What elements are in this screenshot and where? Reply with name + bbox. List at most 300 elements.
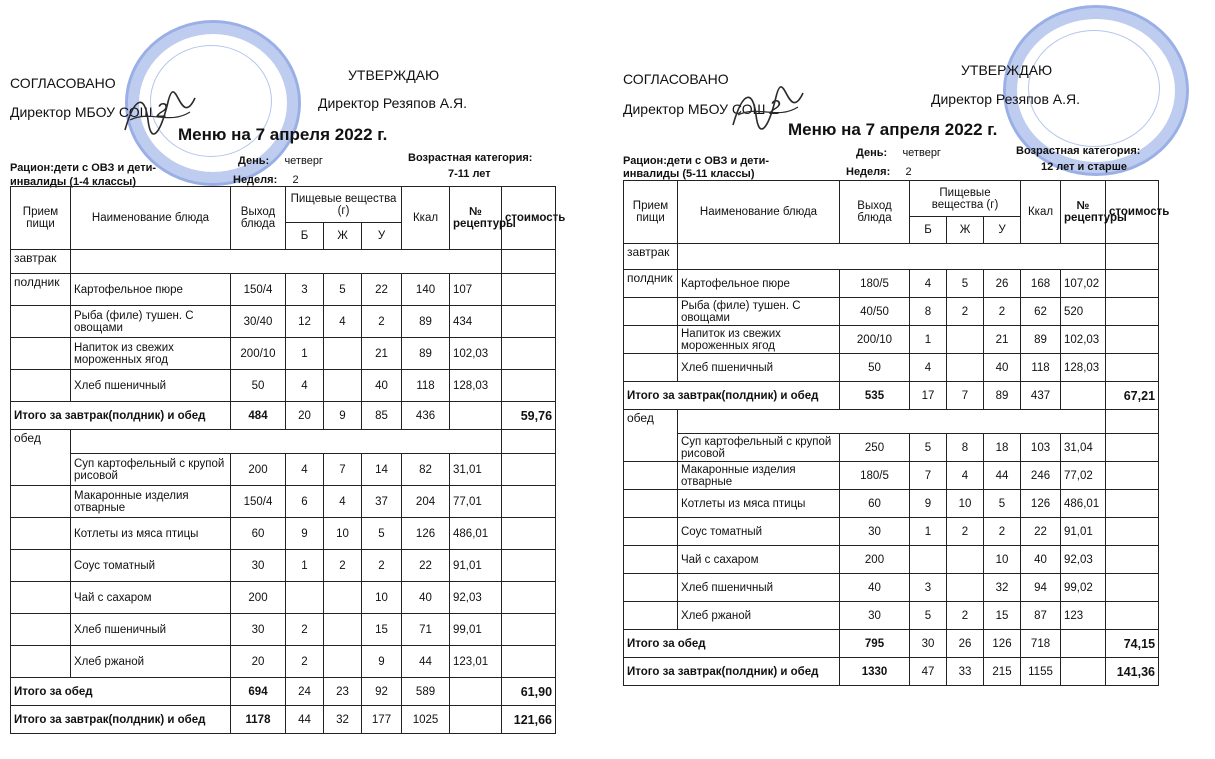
dish-cost: [502, 338, 556, 370]
header-nutrients: Пищевые вещества (г): [286, 187, 402, 223]
dish-name: Хлеб пшеничный: [71, 614, 231, 646]
dish-carbs: 2: [984, 298, 1021, 326]
dish-carbs: 9: [362, 646, 402, 678]
dish-protein: 4: [910, 270, 947, 298]
total-carbs: 89: [984, 382, 1021, 410]
dish-carbs: 26: [984, 270, 1021, 298]
dish-protein: 3: [286, 274, 324, 306]
dish-recipe: 31,01: [450, 454, 502, 486]
header-output: Выход блюда: [840, 181, 910, 244]
dish-name: Суп картофельный с крупой рисовой: [71, 454, 231, 486]
table-row: [624, 326, 1159, 354]
dish-recipe: 128,03: [450, 370, 502, 402]
dish-carbs: 5: [362, 518, 402, 550]
blank-cell: [502, 430, 556, 454]
dish-output: 200: [231, 582, 286, 614]
total-output: 795: [840, 630, 910, 658]
meal-label-breakfast: завтрак: [624, 244, 678, 270]
table-row: [624, 574, 1159, 602]
dish-fat: [947, 326, 984, 354]
dish-kcal: 140: [402, 274, 450, 306]
dish-carbs: 22: [362, 274, 402, 306]
dish-carbs: 14: [362, 454, 402, 486]
header-b: Б: [910, 217, 947, 244]
dish-cost: [1106, 546, 1159, 574]
dish-output: 250: [840, 434, 910, 462]
table-row: [11, 454, 556, 486]
dish-output: 200: [840, 546, 910, 574]
blank-cell: [624, 602, 678, 630]
dish-cost: [1106, 298, 1159, 326]
dish-fat: 4: [947, 462, 984, 490]
blank-cell: [624, 546, 678, 574]
table-row: [624, 298, 1159, 326]
ration-line1: Рацион:дети с ОВЗ и дети-: [10, 162, 157, 174]
dish-cost: [502, 614, 556, 646]
table-row: [624, 354, 1159, 382]
dish-cost: [1106, 574, 1159, 602]
total-recipe: [450, 402, 502, 430]
dish-carbs: 15: [362, 614, 402, 646]
total-row-lunch: [11, 678, 556, 706]
blank-cell: [624, 354, 678, 382]
dish-protein: 5: [910, 602, 947, 630]
total-label: Итого за обед: [624, 630, 840, 658]
total-output: 535: [840, 382, 910, 410]
total-cost: 141,36: [1106, 658, 1159, 686]
dish-name: Соус томатный: [678, 518, 840, 546]
header-nutrients: Пищевые вещества (г): [910, 181, 1021, 217]
dish-recipe: 99,01: [450, 614, 502, 646]
dish-fat: 7: [324, 454, 362, 486]
dish-carbs: 18: [984, 434, 1021, 462]
dish-output: 180/5: [840, 270, 910, 298]
header-b: Б: [286, 223, 324, 250]
dish-fat: [947, 354, 984, 382]
blank-cell: [678, 410, 1106, 434]
dish-output: 50: [840, 354, 910, 382]
blank-cell: [11, 370, 71, 402]
dish-output: 50: [231, 370, 286, 402]
total-label: Итого за обед: [11, 678, 231, 706]
blank-cell: [624, 298, 678, 326]
table-row: [624, 490, 1159, 518]
dish-fat: 10: [324, 518, 362, 550]
day-field: День: четверг: [238, 155, 323, 167]
dish-protein: 4: [286, 370, 324, 402]
dish-kcal: 126: [402, 518, 450, 550]
meal-label-lunch: обед: [11, 430, 71, 486]
total-recipe: [1061, 382, 1106, 410]
dish-carbs: 40: [362, 370, 402, 402]
table-row: [11, 614, 556, 646]
blank-cell: [1106, 244, 1159, 270]
total-fat: 26: [947, 630, 984, 658]
page-title: Меню на 7 апреля 2022 г.: [788, 120, 998, 139]
dish-cost: [1106, 434, 1159, 462]
table-row: [11, 646, 556, 678]
dish-protein: 4: [286, 454, 324, 486]
total-label: Итого за завтрак(полдник) и обед: [624, 658, 840, 686]
dish-cost: [1106, 518, 1159, 546]
dish-kcal: 94: [1021, 574, 1061, 602]
dish-recipe: 107,02: [1061, 270, 1106, 298]
dish-output: 200/10: [231, 338, 286, 370]
dish-carbs: 5: [984, 490, 1021, 518]
blank-cell: [11, 582, 71, 614]
total-protein: 30: [910, 630, 947, 658]
total-carbs: 177: [362, 706, 402, 734]
table-row: [11, 582, 556, 614]
age-value: 7-11 лет: [448, 168, 491, 180]
dish-kcal: 22: [1021, 518, 1061, 546]
ration-line2: инвалиды (5-11 классы): [623, 168, 755, 180]
total-protein: 47: [910, 658, 947, 686]
dish-fat: 8: [947, 434, 984, 462]
dish-recipe: 123: [1061, 602, 1106, 630]
dish-fat: 5: [947, 270, 984, 298]
dish-cost: [502, 582, 556, 614]
meal-label-breakfast: завтрак: [11, 250, 71, 274]
blank-cell: [11, 306, 71, 338]
blank-cell: [11, 338, 71, 370]
header-priem: Прием пищи: [11, 187, 71, 250]
table-row: [624, 434, 1159, 462]
dish-name: Хлеб пшеничный: [678, 574, 840, 602]
total-cost: 61,90: [502, 678, 556, 706]
total-carbs: 215: [984, 658, 1021, 686]
header-zh: Ж: [324, 223, 362, 250]
blank-cell: [11, 518, 71, 550]
dish-output: 150/4: [231, 486, 286, 518]
dish-fat: [324, 370, 362, 402]
dish-name: Напиток из свежих мороженных ягод: [678, 326, 840, 354]
ration-line1: Рацион:дети с ОВЗ и дети-: [623, 155, 770, 167]
dish-output: 30: [840, 602, 910, 630]
dish-cost: [502, 518, 556, 550]
age-label: Возрастная категория:: [1016, 145, 1141, 157]
header-recipe: № рецептуры: [450, 187, 502, 250]
meal-sub-label: полдник: [11, 274, 71, 306]
dish-protein: 1: [286, 338, 324, 370]
total-cost: 74,15: [1106, 630, 1159, 658]
soglasovano-label: СОГЛАСОВАНО: [623, 71, 729, 87]
dish-output: 60: [231, 518, 286, 550]
total-output: 1178: [231, 706, 286, 734]
blank-cell: [624, 326, 678, 354]
dish-cost: [502, 306, 556, 338]
dish-output: 30: [231, 614, 286, 646]
dish-carbs: 21: [984, 326, 1021, 354]
dish-protein: 1: [910, 326, 947, 354]
total-fat: 23: [324, 678, 362, 706]
dish-kcal: 204: [402, 486, 450, 518]
table-row: [11, 486, 556, 518]
dish-output: 40/50: [840, 298, 910, 326]
blank-cell: [11, 646, 71, 678]
blank-cell: [11, 486, 71, 518]
dish-name: Чай с сахаром: [71, 582, 231, 614]
total-label: Итого за завтрак(полдник) и обед: [624, 382, 840, 410]
table-row: [624, 462, 1159, 490]
dish-fat: 2: [947, 602, 984, 630]
total-kcal: 589: [402, 678, 450, 706]
header-kcal: Ккал: [1021, 181, 1061, 244]
dish-carbs: 37: [362, 486, 402, 518]
total-label: Итого за завтрак(полдник) и обед: [11, 402, 231, 430]
dish-name: Хлеб пшеничный: [71, 370, 231, 402]
dish-protein: 4: [910, 354, 947, 382]
total-output: 484: [231, 402, 286, 430]
dish-kcal: 89: [1021, 326, 1061, 354]
dish-fat: [324, 582, 362, 614]
dish-cost: [1106, 326, 1159, 354]
dish-recipe: 77,01: [450, 486, 502, 518]
dish-output: 200: [231, 454, 286, 486]
dish-recipe: 102,03: [450, 338, 502, 370]
dish-recipe: 91,01: [450, 550, 502, 582]
dish-recipe: 486,01: [1061, 490, 1106, 518]
menu-table: [623, 180, 1170, 686]
dish-cost: [1106, 354, 1159, 382]
dish-cost: [502, 646, 556, 678]
dish-protein: [910, 546, 947, 574]
dish-cost: [1106, 490, 1159, 518]
dish-kcal: 246: [1021, 462, 1061, 490]
dish-protein: 5: [910, 434, 947, 462]
dish-cost: [502, 370, 556, 402]
dish-protein: 8: [910, 298, 947, 326]
dish-cost: [502, 550, 556, 582]
utverzhdayu-label: УТВЕРЖДАЮ: [348, 67, 440, 83]
menu-table: [10, 186, 566, 734]
header-output: Выход блюда: [231, 187, 286, 250]
meal-label-lunch: обед: [624, 410, 678, 462]
header-kcal: Ккал: [402, 187, 450, 250]
total-row-day: [11, 706, 556, 734]
dish-output: 30: [840, 518, 910, 546]
dish-recipe: 77,02: [1061, 462, 1106, 490]
dish-name: Чай с сахаром: [678, 546, 840, 574]
total-recipe: [1061, 630, 1106, 658]
dish-cost: [1106, 270, 1159, 298]
dish-name: Картофельное пюре: [678, 270, 840, 298]
dish-name: Рыба (филе) тушен. С овощами: [71, 306, 231, 338]
dish-protein: 3: [910, 574, 947, 602]
dish-carbs: 2: [362, 550, 402, 582]
dish-name: Суп картофельный с крупой рисовой: [678, 434, 840, 462]
dish-kcal: 89: [402, 338, 450, 370]
dish-name: Хлеб ржаной: [71, 646, 231, 678]
dish-output: 180/5: [840, 462, 910, 490]
dish-recipe: 434: [450, 306, 502, 338]
header-cost: стоимость: [502, 187, 556, 250]
page-title: Меню на 7 апреля 2022 г.: [178, 125, 388, 144]
dish-fat: [324, 614, 362, 646]
total-output: 694: [231, 678, 286, 706]
blank-cell: [678, 244, 1106, 270]
total-fat: 7: [947, 382, 984, 410]
dish-fat: 4: [324, 306, 362, 338]
dish-cost: [502, 486, 556, 518]
header-recipe: № рецептуры: [1061, 181, 1106, 244]
dish-output: 30: [231, 550, 286, 582]
total-cost: 121,66: [502, 706, 556, 734]
total-cost: 67,21: [1106, 382, 1159, 410]
table-row: [624, 518, 1159, 546]
dish-recipe: 102,03: [1061, 326, 1106, 354]
dish-recipe: 92,03: [1061, 546, 1106, 574]
dish-fat: 2: [947, 298, 984, 326]
dish-output: 40: [840, 574, 910, 602]
utverzhdayu-label: УТВЕРЖДАЮ: [961, 62, 1053, 78]
director-left: Директор МБОУ СОШ 2: [10, 100, 168, 122]
dish-name: Рыба (филе) тушен. С овощами: [678, 298, 840, 326]
total-row-breakfast: [624, 382, 1159, 410]
day-field: День: четверг: [856, 147, 941, 159]
total-label: Итого за завтрак(полдник) и обед: [11, 706, 231, 734]
dish-fat: 4: [324, 486, 362, 518]
total-carbs: 85: [362, 402, 402, 430]
dish-carbs: 32: [984, 574, 1021, 602]
dish-recipe: 123,01: [450, 646, 502, 678]
dish-protein: 1: [910, 518, 947, 546]
dish-fat: [324, 338, 362, 370]
dish-protein: 9: [286, 518, 324, 550]
director-right: Директор Резяпов А.Я.: [318, 95, 467, 111]
dish-recipe: 128,03: [1061, 354, 1106, 382]
dish-protein: 7: [910, 462, 947, 490]
total-row-day: [624, 658, 1159, 686]
total-protein: 44: [286, 706, 324, 734]
total-cost: 59,76: [502, 402, 556, 430]
dish-protein: 2: [286, 614, 324, 646]
blank-cell: [624, 574, 678, 602]
table-row: [11, 370, 556, 402]
table-row: [624, 270, 1159, 298]
total-row-lunch: [624, 630, 1159, 658]
dish-carbs: 40: [984, 354, 1021, 382]
dish-name: Напиток из свежих мороженных ягод: [71, 338, 231, 370]
dish-recipe: 486,01: [450, 518, 502, 550]
table-row: [624, 602, 1159, 630]
total-row-breakfast: [11, 402, 556, 430]
dish-cost: [1106, 462, 1159, 490]
dish-output: 30/40: [231, 306, 286, 338]
school-number: 2: [156, 100, 168, 122]
total-kcal: 718: [1021, 630, 1061, 658]
dish-kcal: 22: [402, 550, 450, 582]
total-kcal: 436: [402, 402, 450, 430]
table-row: [11, 338, 556, 370]
total-recipe: [1061, 658, 1106, 686]
meal-sub-label: полдник: [624, 270, 678, 298]
total-fat: 9: [324, 402, 362, 430]
dish-kcal: 71: [402, 614, 450, 646]
blank-cell: [71, 250, 502, 274]
dish-fat: [947, 574, 984, 602]
dish-recipe: 99,02: [1061, 574, 1106, 602]
menu-page-left: [0, 0, 600, 759]
dish-name: Макаронные изделия отварные: [678, 462, 840, 490]
total-kcal: 1025: [402, 706, 450, 734]
dish-kcal: 103: [1021, 434, 1061, 462]
dish-kcal: 118: [1021, 354, 1061, 382]
total-protein: 17: [910, 382, 947, 410]
header-dish: Наименование блюда: [71, 187, 231, 250]
dish-cost: [1106, 602, 1159, 630]
header-dish: Наименование блюда: [678, 181, 840, 244]
ration-line2: инвалиды (1-4 классы): [10, 176, 136, 188]
age-label: Возрастная категория:: [408, 152, 533, 164]
dish-kcal: 62: [1021, 298, 1061, 326]
total-kcal: 437: [1021, 382, 1061, 410]
dish-name: Соус томатный: [71, 550, 231, 582]
dish-protein: 6: [286, 486, 324, 518]
dish-protein: 2: [286, 646, 324, 678]
table-row: [11, 274, 556, 306]
dish-name: Котлеты из мяса птицы: [678, 490, 840, 518]
table-row: [11, 518, 556, 550]
school-number: 2: [769, 97, 781, 119]
dish-kcal: 168: [1021, 270, 1061, 298]
menu-page-right: [613, 0, 1213, 759]
dish-kcal: 44: [402, 646, 450, 678]
dish-recipe: 107: [450, 274, 502, 306]
dish-recipe: 91,01: [1061, 518, 1106, 546]
age-value: 12 лет и старше: [1041, 161, 1127, 173]
director-right: Директор Резяпов А.Я.: [931, 91, 1080, 107]
table-row: [624, 546, 1159, 574]
dish-cost: [502, 274, 556, 306]
dish-name: Картофельное пюре: [71, 274, 231, 306]
dish-fat: 5: [324, 274, 362, 306]
total-fat: 32: [324, 706, 362, 734]
blank-cell: [11, 550, 71, 582]
total-protein: 24: [286, 678, 324, 706]
header-u: У: [362, 223, 402, 250]
dish-fat: 2: [947, 518, 984, 546]
dish-kcal: 89: [402, 306, 450, 338]
dish-carbs: 44: [984, 462, 1021, 490]
total-recipe: [450, 706, 502, 734]
total-carbs: 92: [362, 678, 402, 706]
dish-recipe: 31,04: [1061, 434, 1106, 462]
dish-kcal: 40: [1021, 546, 1061, 574]
dish-protein: 12: [286, 306, 324, 338]
dish-output: 20: [231, 646, 286, 678]
blank-cell: [624, 518, 678, 546]
dish-protein: 1: [286, 550, 324, 582]
soglasovano-label: СОГЛАСОВАНО: [10, 75, 116, 91]
dish-name: Макаронные изделия отварные: [71, 486, 231, 518]
dish-fat: [324, 646, 362, 678]
dish-fat: 10: [947, 490, 984, 518]
dish-carbs: 10: [362, 582, 402, 614]
blank-cell: [624, 462, 678, 490]
dish-name: Котлеты из мяса птицы: [71, 518, 231, 550]
dish-name: Хлеб ржаной: [678, 602, 840, 630]
blank-cell: [11, 614, 71, 646]
header-u: У: [984, 217, 1021, 244]
table-row: [11, 550, 556, 582]
dish-recipe: 92,03: [450, 582, 502, 614]
dish-carbs: 2: [984, 518, 1021, 546]
total-carbs: 126: [984, 630, 1021, 658]
dish-carbs: 21: [362, 338, 402, 370]
header-cost: стоимость: [1106, 181, 1159, 244]
dish-kcal: 40: [402, 582, 450, 614]
